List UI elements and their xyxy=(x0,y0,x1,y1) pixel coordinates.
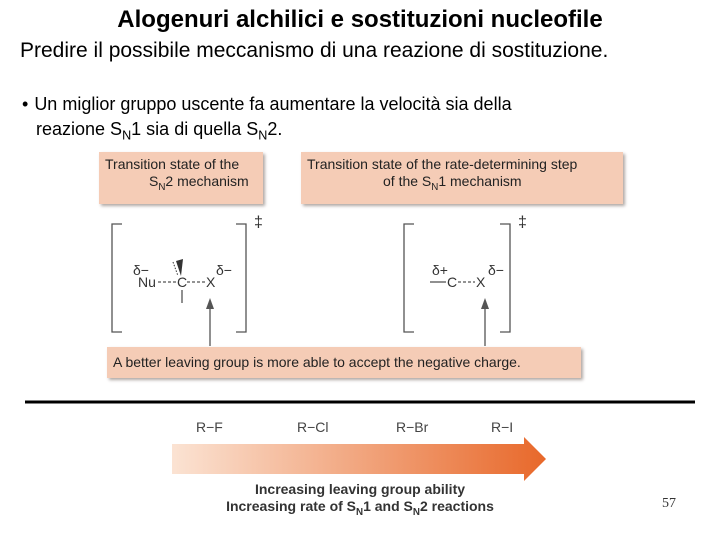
sn1-dagger: ‡ xyxy=(518,214,527,231)
sn2-right-bracket xyxy=(236,224,246,332)
sn1-delta-right: δ− xyxy=(488,262,504,278)
slide-number: 57 xyxy=(662,496,676,511)
intro-text: Predire il possibile meccanismo di una reazione di sostituzione. xyxy=(20,39,609,62)
sn1-label-box: Transition state of the rate-determining step of the $S_N1$ mechanism xyxy=(301,152,623,204)
sn2-leaving-group: X xyxy=(206,274,216,290)
sn1-left-bracket xyxy=(404,224,414,332)
sn1-carbon: C xyxy=(447,274,458,290)
sn2-nucleophile: Nu xyxy=(138,274,156,290)
sn1-right-bracket xyxy=(500,224,510,332)
caption-line-2: Increasing rate of $S_N1$ and $S_N2$ reactions xyxy=(226,498,494,518)
arrowhead-sn1 xyxy=(481,298,489,309)
sn2-left-bracket xyxy=(112,224,122,332)
sn1-delta-left: δ+ xyxy=(432,262,448,278)
halide-rcl: R−Cl xyxy=(297,419,329,435)
bullet-dot: • xyxy=(22,94,29,114)
arrowhead-sn2 xyxy=(206,298,214,309)
sn2-carbon: C xyxy=(177,274,188,290)
halide-rf: R−F xyxy=(196,419,223,435)
sn2-delta-right: δ− xyxy=(216,262,232,278)
increasing-arrow xyxy=(172,437,546,481)
sn2-dagger: ‡ xyxy=(254,214,263,231)
sn2-label-box: Transition state of the $S_N2$ mechanism xyxy=(99,152,263,204)
sn1-leaving-group: X xyxy=(476,274,486,290)
halide-rbr: R−Br xyxy=(396,419,429,435)
bullet-line-2: reazione $S_N1$ sia di quella $S_N2$. xyxy=(36,119,283,143)
halide-ri: R−I xyxy=(491,419,514,435)
bullet-line-1: Un miglior gruppo uscente fa aumentare la velocità sia della xyxy=(34,94,512,114)
sn2-delta-left: δ− xyxy=(133,262,149,278)
caption-line-1: Increasing leaving group ability xyxy=(254,481,466,497)
leaving-group-note: A better leaving group is more able to accept the negative charge. xyxy=(107,347,581,378)
slide-title: Alogenuri alchilici e sostituzioni nucleofile xyxy=(117,6,603,33)
